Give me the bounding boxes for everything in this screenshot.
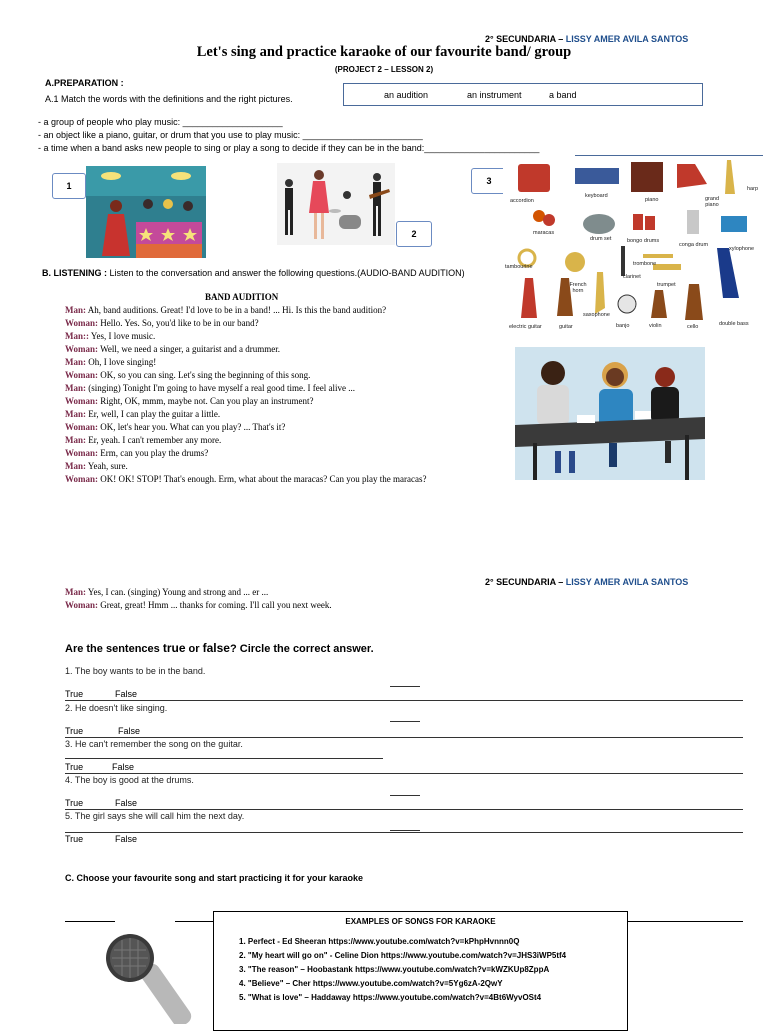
dialogue-line (65, 331, 155, 341)
false-option[interactable]: False (118, 726, 141, 736)
song-item (239, 951, 566, 960)
dialogue-text: OK! OK! STOP! That's enough. Erm, what about the maracas? Can you play the maracas? (98, 474, 427, 484)
dialogue-text: Er, well, I can play the guitar a little. (86, 409, 221, 419)
instrument-label: grand piano (704, 196, 720, 208)
speaker-label: Man: (65, 435, 86, 445)
true-option[interactable]: True (65, 762, 84, 772)
heading-true: true (162, 641, 186, 655)
answer-line (390, 830, 420, 831)
song-name: "My heart will go on" - Celine Dion (247, 951, 381, 960)
true-option[interactable]: True (65, 798, 84, 808)
speaker-label: Woman: (65, 600, 99, 610)
definition-3: - a time when a band asks new people to sing or play a song to decide if they can be in the band:_______________________ (38, 143, 540, 153)
speaker-label: Man: (65, 461, 86, 471)
listening-instruction: Listen to the conversation and answer the following questions.(AUDIO-BAND AUDITION) (109, 268, 465, 278)
instrument-label: electric guitar (509, 324, 542, 330)
speaker-label: Man: (65, 587, 86, 597)
instrument-label: guitar (559, 324, 573, 330)
dialogue-line (65, 409, 220, 419)
song-link[interactable]: https://www.youtube.com/watch?v=5Yg6zA-2QwY (312, 979, 503, 988)
dialogue-text: Right, OK, mmm, maybe not. Can you play an instrument? (98, 396, 314, 406)
instrument-label: keyboard (585, 193, 608, 199)
word-item: an audition (384, 90, 429, 100)
instruments-chart (503, 158, 763, 336)
instrument-label: French horn (569, 282, 587, 294)
dialogue-text: Erm, can you play the drums? (98, 448, 209, 458)
word-item: a band (549, 90, 577, 100)
song-name: "What is love" – Haddaway (247, 993, 353, 1002)
listening-heading: B. LISTENING : (42, 268, 107, 278)
page-subtitle: (PROJECT 2 – LESSON 2) (334, 65, 434, 74)
write-line-mid (175, 921, 213, 922)
song-link[interactable]: https://www.youtube.com/watch?v=kWZKUp8ZppA (355, 965, 550, 974)
speaker-label: Woman: (65, 318, 99, 328)
speaker-label: Woman: (65, 370, 99, 380)
microphone-image (100, 928, 200, 1024)
speaker-label: Woman: (65, 448, 99, 458)
instrument-label: xylophone (729, 246, 755, 252)
picture-number-1: 1 (52, 173, 86, 199)
dialogue-line (65, 318, 259, 328)
heading-false: false (202, 641, 230, 655)
speaker-label: Woman: (65, 396, 99, 406)
dialogue-line (65, 474, 426, 484)
section-c-heading: C. Choose your favourite song and start practicing it for your karaoke (65, 873, 364, 883)
row-divider (65, 700, 743, 701)
false-option[interactable]: False (115, 834, 138, 844)
heading-text: ? Circle the correct answer. (229, 643, 374, 655)
audition-panel-image (515, 347, 705, 480)
instrument-label: tambourine (505, 264, 533, 270)
dialogue-text: Oh, I love singing! (86, 357, 157, 367)
question-2: 2. He doesn't like singing. (65, 703, 168, 713)
teacher-name: LISSY AMER AVILA SANTOS (565, 34, 689, 44)
audition-stage-image (86, 166, 206, 258)
instrument-label: accordion (510, 198, 534, 204)
instrument-label: maracas (533, 230, 555, 236)
song-name: Perfect - Ed Sheeran (247, 937, 329, 946)
dialogue-line (65, 587, 268, 597)
songs-title: EXAMPLES OF SONGS FOR KARAOKE (345, 917, 496, 926)
definition-1: - a group of people who play music: ____________________ (38, 117, 283, 127)
speaker-label: Man: (65, 305, 86, 315)
true-option[interactable]: True (65, 726, 84, 736)
instrument-label: clarinet (623, 274, 641, 280)
dialogue-line (65, 461, 128, 471)
instrument-label: harp (747, 186, 759, 192)
dialogue-line (65, 305, 386, 315)
song-number: 2. (239, 951, 248, 960)
song-item (239, 965, 549, 974)
dialogue-line (65, 370, 310, 380)
false-option[interactable]: False (115, 798, 138, 808)
true-false-heading (65, 641, 374, 655)
preparation-heading: A.PREPARATION : (45, 78, 124, 88)
speaker-label: Man: (65, 383, 86, 393)
instrument-label: cello (687, 324, 699, 330)
write-line-right (628, 921, 743, 922)
song-item (239, 979, 503, 988)
false-option[interactable]: False (112, 762, 135, 772)
answer-line (390, 686, 420, 687)
definition-2: - an object like a piano, guitar, or drum that you use to play music: ________________________ (38, 130, 423, 140)
speaker-label: Man: (65, 409, 86, 419)
dialogue-line (65, 435, 221, 445)
heading-text: Are the sentences (65, 643, 163, 655)
speaker-label: Man:: (65, 331, 89, 341)
dialogue-text: Hello. Yes. So, you'd like to be in our band? (98, 318, 259, 328)
instrument-label: trumpet (657, 282, 676, 288)
dialogue-text: OK, let's hear you. What can you play? ... That's it? (98, 422, 286, 432)
dialogue-line (65, 396, 314, 406)
question-3: 3. He can't remember the song on the guitar. (65, 739, 243, 749)
picture-number-3: 3 (471, 168, 507, 194)
dialogue-line (65, 600, 332, 610)
question-1: 1. The boy wants to be in the band. (65, 666, 206, 676)
song-item (239, 993, 541, 1002)
true-option[interactable]: True (65, 834, 84, 844)
write-line-left (65, 921, 115, 922)
speaker-label: Woman: (65, 474, 99, 484)
song-number: 1. (239, 937, 248, 946)
page-header-2 (485, 577, 688, 587)
song-item (239, 937, 519, 946)
song-link[interactable]: https://www.youtube.com/watch?v=4Bt6WyvOSt4 (352, 993, 542, 1002)
songs-box (213, 911, 628, 1031)
instrument-label: bongo drums (627, 238, 660, 244)
dialogue-text: (singing) Tonight I'm going to have myself a real good time. I feel alive ... (86, 383, 356, 393)
dialogue-line (65, 344, 280, 354)
question-4: 4. The boy is good at the drums. (65, 775, 194, 785)
listening-section (42, 268, 465, 278)
dialogue-text: Yes, I love music. (89, 331, 156, 341)
song-number: 5. (239, 993, 248, 1002)
dialogue-line (65, 357, 156, 367)
dialogue-line (65, 383, 355, 393)
dialogue-text: OK, so you can sing. Let's sing the beginning of this song. (98, 370, 311, 380)
band-photo (277, 163, 395, 245)
divider (575, 155, 763, 156)
page-header (485, 34, 688, 44)
dialogue-title: BAND AUDITION (205, 292, 279, 302)
song-link[interactable]: https://www.youtube.com/watch?v=JHS3iWP5tf4 (380, 951, 567, 960)
page-title: Let's sing and practice karaoke of our favourite band/ group (196, 44, 572, 60)
row-divider (65, 832, 743, 833)
dialogue-text: Yes, I can. (singing) Young and strong and ... er ... (86, 587, 269, 597)
dialogue-text: Ah, band auditions. Great! I'd love to be in a band! ... Hi. Is this the band audition? (86, 305, 387, 315)
song-name: "Believe" – Cher (247, 979, 313, 988)
speaker-label: Man: (65, 357, 86, 367)
row-divider (65, 773, 743, 774)
instrument-label: saxophone (583, 312, 610, 318)
speaker-label: Woman: (65, 422, 99, 432)
instrument-label: double bass (719, 321, 749, 327)
preparation-instruction: A.1 Match the words with the definitions and the right pictures. (45, 94, 293, 104)
dialogue-text: Well, we need a singer, a guitarist and a drummer. (98, 344, 280, 354)
instrument-label: piano (645, 197, 659, 203)
instrument-label: drum set (590, 236, 612, 242)
grade-label: 2° SECUNDARIA – (485, 34, 566, 44)
song-number: 3. (239, 965, 248, 974)
word-item: an instrument (467, 90, 522, 100)
teacher-name: LISSY AMER AVILA SANTOS (565, 577, 689, 587)
heading-text: or (185, 643, 203, 655)
instrument-label: violin (649, 323, 662, 329)
song-name: "The reason" – Hoobastank (247, 965, 356, 974)
picture-number-2: 2 (396, 221, 432, 247)
dialogue-text: Great, great! Hmm ... thanks for coming. I'll call you next week. (98, 600, 332, 610)
song-link[interactable]: https://www.youtube.com/watch?v=kPhpHvnnn0Q (328, 937, 520, 946)
row-divider (65, 737, 743, 738)
question-5: 5. The girl says she will call him the next day. (65, 811, 245, 821)
dialogue-text: Er, yeah. I can't remember any more. (86, 435, 222, 445)
answer-line (390, 795, 420, 796)
answer-line (390, 721, 420, 722)
instrument-label: trombone (633, 261, 657, 267)
dialogue-text: Yeah, sure. (86, 461, 128, 471)
word-bank (343, 83, 703, 106)
speaker-label: Woman: (65, 344, 99, 354)
instrument-label: conga drum (679, 242, 709, 248)
grade-label: 2° SECUNDARIA – (485, 577, 566, 587)
true-option[interactable]: True (65, 689, 84, 699)
dialogue-line (65, 448, 208, 458)
answer-line (65, 758, 383, 759)
false-option[interactable]: False (115, 689, 138, 699)
instrument-label: banjo (616, 323, 630, 329)
song-number: 4. (239, 979, 248, 988)
dialogue-line (65, 422, 285, 432)
row-divider (65, 809, 743, 810)
